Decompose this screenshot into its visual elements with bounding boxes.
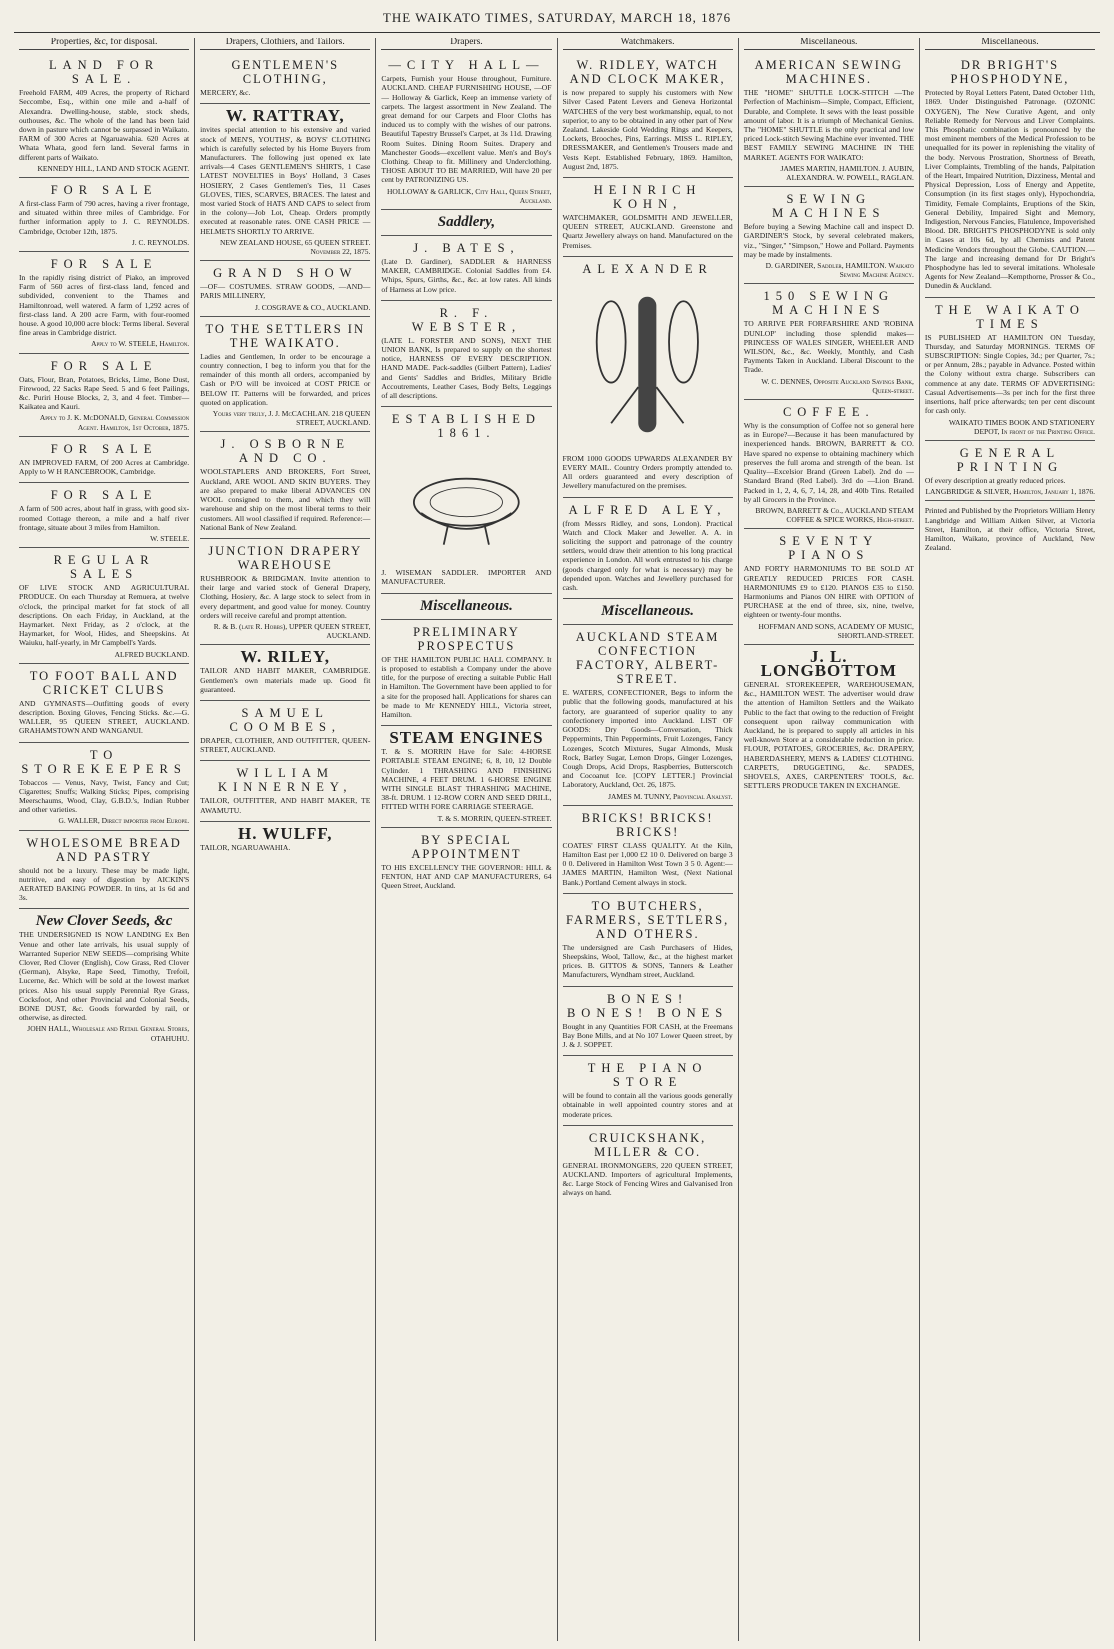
- column-5: [739, 38, 920, 1641]
- ad-signature: JAMES MARTIN, HAMILTON. J. AUBIN, ALEXANDRA. W. POWELL, RAGLAN.: [780, 163, 914, 183]
- ad-title: GRAND SHOW: [213, 266, 358, 281]
- ad-title: FOR SALE: [50, 488, 158, 503]
- ad-body: is now prepared to supply his customers with New Silver Cased Patent Levers and Geneva Horizontal WATCHES of the very best workmanship, equal, to not superior, to any to be obtained in any other part of New Zealand. Lakeside Gold Wedding Rings and Keepers, Lockets, Brooches, Pins, Earrings. MISS L. RIPLEY, DRESSMAKER, and Gentlemen's Trousers made and Vests Kept. Established February, 1869. Hamilton, August 2nd, 1875.: [562, 88, 733, 171]
- ad-body: Bought in any Quantities FOR CASH, at the Freemans Bay Bone Mills, and at No 107 Lower Queen street, by J. & J. SOPPET.: [562, 1021, 733, 1049]
- advertisement: [200, 53, 370, 104]
- ad-title: AUCKLAND STEAM CONFECTION FACTORY, ALBERT-STREET.: [575, 630, 720, 687]
- ad-body: Carpets, Furnish your House throughout, Furniture. AUCKLAND. CHEAP FURNISHING HOUSE, —OF— Holloway & Garlick, Keep an immense variety of carpets. The largest assortment in New Zealand. The great demand for our Carpets and Floor Cloths has induced us to comply with the wishes of our patrons. Beautiful Tapestry Brussel's Carpet, at 3s 11d. Drawing Room Suites. Dining Room Suites. Drapery and Manchester Goods—excellent value. Men's and Boy's Clothing. Cheap to fit. Millinery and Underclothing. THOSE ABOUT TO BE MARRIED, Will have 20 per cent by PATRONIZING US.: [381, 74, 552, 185]
- ad-title: W. RATTRAY,: [225, 106, 345, 126]
- ad-title: ALFRED ALEY,: [568, 502, 727, 517]
- ad-body: (Late D. Gardiner), SADDLER & HARNESS MAKER, CAMBRIDGE. Colonial Saddles from £4. Whips, Spurs, Girths, &c., &c. at low rates. All kinds of Harness at Low price.: [381, 257, 552, 294]
- ad-body: RUSHBROOK & BRIDGMAN. Invite attention to their large and varied stock of General Drapery, Clothing, Hosiery, &c. A large stock to select from in every department, and good value for money. Country orders will receive careful and prompt attention.: [200, 573, 371, 620]
- column-4: [558, 38, 739, 1641]
- advertisement: [563, 894, 733, 987]
- ad-title: J. BATES,: [413, 241, 520, 256]
- ad-title: WILLIAM KINNERNEY,: [218, 766, 353, 795]
- ad-title: LAND FOR SALE.: [49, 58, 160, 87]
- ad-title: THE PIANO STORE: [587, 1061, 708, 1090]
- ad-signature: WAIKATO TIMES BOOK AND STATIONERY DEPOT, In front of the Printing Office.: [948, 417, 1096, 436]
- advertisement: [381, 828, 551, 897]
- column-heading: Miscellaneous.: [925, 38, 1095, 50]
- ad-body: OF THE HAMILTON PUBLIC HALL COMPANY. It is proposed to establish a Company under the above title, for the purpose of erecting a suitable Public Hall in Hamilton. The Government have been applied to for a site for the proposed hall. Applications for shares can be made to Mr KENNEDY HILL, Victoria street, Hamilton.: [381, 654, 552, 719]
- ad-body: Ladies and Gentlemen, In order to be encourage a country connection, I beg to inform you that for the remainder of this month all orders, accompanied by Cash or P/O will be invoiced at COST PRICE or BELOW IT. Patterns will be forwarded, and prices quoted on application.: [200, 351, 371, 407]
- ad-body: IS PUBLISHED AT HAMILTON ON Tuesday, Thursday, and Saturday MORNINGS. TERMS OF SUBSCRIPTION: Single Copies, 3d.; per Quarter, 7s.; or per Annum, 28s.; payable in Advance. Posted within the Colony without extra charge. Subscribers can commence at any date. TERMS OF ADVERTISING: Casual Advertisements—3s per inch for the first three insertions, half price afterwards; ten per cent discount for cash only.: [924, 332, 1096, 416]
- advertisement: [381, 210, 551, 236]
- ad-title: CRUICKSHANK, MILLER & CO.: [588, 1130, 707, 1159]
- advertisement: [744, 187, 914, 284]
- advertisement: [19, 178, 189, 252]
- ad-body: THE "HOME" SHUTTLE LOCK-STITCH —The Perfection of Machinism—Simple, Compact, Efficient, Durable, and Complete. It sews with the least possible amount of labor. It is a triumph of Mechanical Genius. The "HOME" SHUTTLE is the only practical and low priced Lock-stitch Sewing Machine ever invented. THE BEST FAMILY SEWING MACHINE IN THE MARKET. AGENTS FOR WAIKATO:: [743, 88, 914, 162]
- advertisement: [563, 625, 733, 805]
- advertisement: [200, 761, 370, 821]
- advertisement: [744, 53, 914, 187]
- ad-body: TAILOR, NGARUAWAHIA.: [200, 842, 291, 852]
- ad-body: T. & S. MORRIN Have for Sale: 4-HORSE PORTABLE STEAM ENGINE; 6, 8, 10, 12 Double Cylinder. 1 THRASHING AND FINISHING MACHINE, 4 FEET DRUM. 1 6-HORSE ENGINE WITH SINGLE BLAST THRASHING MACHINE, 38-ft. DRUM. 1 12-ROW CORN AND SEED DRILL, FITTED WITH FORE CARRIAGE STEERAGE.: [381, 747, 552, 812]
- ad-body: OF LIVE STOCK AND AGRICULTURAL PRODUCE. On each Thursday at Remuera, at twelve o'clock, the principal market for fat stock of all descriptions. On each Friday, in Auckland, at the Haymarket. Next Friday, as 2 o'clock, at the Haymarket, for Wool, Hides, and Sheepskins. At Waiuku, half-yearly, in Mr Campbell's Yards.: [19, 583, 190, 648]
- ad-body: (from Messrs Ridley, and sons, London). Practical Watch and Clock Maker and Jeweller. A. A. in soliciting the support and patronage of the country settlers, would draw their attention to his long practical experience in London. All work entrusted to his charge (goods charged only for what is necessary) may be depended upon. Watches and Jewellery purchased for cash.: [562, 518, 733, 593]
- ad-body: COATES' FIRST CLASS QUALITY. At the Kiln, Hamilton East per 1,000 £2 10 0. Delivered on barge 3 0 0. Delivered in Hamilton West Town 3 5 0. Agent:—JAMES MARTIN, Hamilton West, (Next National Bank.) Portland Cement always in stock.: [562, 840, 733, 887]
- advertisement: [200, 822, 370, 858]
- advertisement: [381, 301, 551, 407]
- column-3: [376, 38, 557, 1641]
- ad-body: TAILOR AND HABIT MAKER, CAMBRIDGE. Gentlemen's own materials made up. Good fit guaranteed.: [200, 666, 371, 694]
- ad-title: WHOLESOME BREAD AND PASTRY: [26, 835, 182, 864]
- ad-title: JUNCTION DRAPERY WAREHOUSE: [208, 543, 363, 572]
- ad-body: Oats, Flour, Bran, Potatoes, Bricks, Lime, Bone Dust, Firewood, 22 Sacks Rape Seed. 5 and 6 feet Pailings, &c. Puriri House Blocks, 2, 3, and 4 feet. Timber—Kaikatea and Kauri.: [19, 374, 190, 412]
- advertisement: [381, 407, 551, 593]
- ad-title: SEWING MACHINES: [772, 192, 886, 221]
- ad-body: AND FORTY HARMONIUMS TO BE SOLD AT GREATLY REDUCED PRICES FOR CASH. HARMONIUMS £9 to £120. PIANOS £35 to £150. Harmoniums and Pianos ON HIRE with OPTION of PURCHASE at the end of three, six, nine, twelve, eighteen or twenty-four months.: [743, 564, 914, 620]
- column-heading: Miscellaneous.: [744, 38, 914, 50]
- ad-title: TO FOOT BALL AND CRICKET CLUBS: [29, 668, 179, 697]
- ad-body: DRAPER, CLOTHIER, AND OUTFITTER, QUEEN-STREET, AUCKLAND.: [200, 735, 371, 755]
- ad-body: AN IMPROVED FARM, Of 200 Acres at Cambridge. Apply to W H RANCEBROOK, Cambridge.: [19, 457, 190, 477]
- advertisement: [563, 178, 733, 257]
- advertisement: [925, 53, 1095, 297]
- ad-body: invites special attention to his extensive and varied stock of MEN'S, YOUTHS', & BOYS' CLOTHING which is carefully selected by his Home Buyers from Manufacturers. The following just opened ex late arrivals—4 Cases GENTLEMEN'S SHIRTS, 1 Case LATEST NOVELTIES in Boys' Holland, 3 Cases HOSIERY, 2 Cases Gentlemen's Ties, 11 Cases GLOVES, TIES, SCARVES, BRACES. The latest and most varied Stock of HATS AND CAPS to select from in the colony—Job Lot, Cheap. Orders promptly executed at reasonable rates. ONE CASH PRICE — HELMETS SHORTLY TO ARRIVE.: [200, 125, 371, 236]
- column-6: [920, 38, 1100, 1641]
- ad-title: BRICKS! BRICKS! BRICKS!: [581, 810, 714, 839]
- ad-signature: Apply to J. K. McDONALD, General Commission Agent. Hamilton, 1st October, 1875.: [39, 413, 190, 432]
- advertisement: [19, 437, 189, 483]
- ad-signature: ALFRED BUCKLAND.: [114, 649, 190, 659]
- advertisement: [563, 257, 733, 498]
- ad-title: BY SPECIAL APPOINTMENT: [411, 832, 522, 861]
- ad-title: J. L. LONGBOTTOM: [760, 646, 897, 680]
- ad-title: W. RIDLEY, WATCH AND CLOCK MAKER,: [569, 58, 726, 87]
- advertisement: [563, 806, 733, 894]
- ad-body: should not be a luxury. These may be made light, nutritive, and easy of digestion by AICKIN'S AERATED BAKING POWDER. In tins, at 1s 6d and 3s.: [19, 865, 190, 903]
- ad-title: Saddlery,: [437, 214, 496, 231]
- knife-illustration: [575, 280, 720, 450]
- ad-signature: LANGBRIDGE & SILVER, Hamilton, January 1, 1876.: [925, 487, 1096, 497]
- ad-title: FOR SALE: [50, 257, 158, 272]
- ad-signature: W. C. DENNES, Opposite Auckland Savings Bank, Queen-street.: [761, 376, 914, 395]
- ad-signature: HOLLOWAY & GARLICK, City Hall, Queen Street, Auckland.: [387, 186, 552, 205]
- ad-title: GENERAL PRINTING: [956, 445, 1064, 474]
- ad-title: FOR SALE: [50, 441, 158, 456]
- ad-title: SAMUEL COOMBES,: [229, 705, 342, 734]
- ad-body: TO ARRIVE PER FORFARSHIRE AND 'ROBINA DUNLOP' including those splendid makes— PRINCESS OF WALES SINGER, WHEELER AND WILSON, &c., &c. Weekly, Monthly, and Cash Payments Taken in Auckland. Liberal Discount to the Trade.: [743, 319, 914, 375]
- ad-title: TO BUTCHERS, FARMERS, SETTLERS, AND OTHERS.: [565, 898, 730, 941]
- advertisement: [925, 441, 1095, 501]
- ad-title: ESTABLISHED 1861.: [391, 412, 541, 441]
- ad-body: THE UNDERSIGNED IS NOW LANDING Ex Ben Venue and other late arrivals, his usual supply of Warranted Superior NEW SEEDS—comprising White Clover, Red Clover (English), Cow Grass, Red Clover (German), Alsyke, Rape Seed, Timothy, Trefoil, Lucerne, &c. Which will be sold at the lowest market prices. Also his usual supply Perennial Rye Grass, Cocksfoot, And other Provincial and Colonial Seeds, BONE DUST, &c. Goods forwarded by rail, or otherwise, as directed.: [19, 930, 190, 1023]
- column-heading: Properties, &c, for disposal.: [19, 38, 189, 50]
- advertisement: [381, 236, 551, 301]
- ad-body: FROM 1000 GOODS UPWARDS ALEXANDER BY EVERY MAIL. Country Orders promptly attended to. All orders guaranteed and every description of Jewellery manufactured on the premises.: [562, 453, 733, 491]
- advertisement: [19, 354, 189, 437]
- advertisement: [200, 539, 370, 645]
- advertisement: [925, 298, 1095, 441]
- ad-body: Tobaccos — Venus, Navy, Twist, Fancy and Cut; Cigarettes; Snuffs; Walking Sticks; Pipes, comprising Meerschaums, Wood, Clay, G.B.D.'s, Indian Rubber and other varieties.: [19, 777, 190, 815]
- ad-body: Protected by Royal Letters Patent, Dated October 11th, 1869. Under Distinguished Patronage. (OZONIC OXYGEN), The New Curative Agent, and only Reliable Remedy for Nervous and Liver Complaints. This Phosphatic combination is pronounced by the most eminent members of the Medical Profession to be unequalled for its power in replenishing the vitality of the body. Nervous Prostration, Shortness of Breath, Liver Complaints, Trembling of the hands, Palpitation of the Heart, Impaired Nutrition, Dizziness, Mental and Physical Depression, Loss of Energy and Appetite, Consumption (in its first stages only), Hypochondria, Timidity, Female Complaints, Eruptions of the Skin, General Debility, Impaired Sight and Memory, Indigestion, Nervous Fancies, Flatulence, Impoverished Blood. DR. BRIGHT'S PHOSPHODYNE is sold only in Cases at 10s 6d, by all Chemists and Patent Medicine Vendors throughout the Globe. CAUTION.—The large and increasing demand for Dr Bright's Phosphodyne has led to several imitations. Wholesale Agents for New Zealand—Kempthorne, Prosser & Co., Dunedin & Auckland.: [924, 88, 1096, 291]
- ad-signature: J. C. REYNOLDS.: [131, 237, 190, 247]
- ad-body: E. WATERS, CONFECTIONER, Begs to inform the public that the following goods, manufactured at his factory, are guaranteed of superior quality to any confectionery imported into Auckland. LIST OF GOODS: Dry Goods—Conversation, Thick Peppermints, Thin Peppermints, Fruit Lozenges, Fancy Lozenges, Scotch Mixtures, Sugar Almonds, Musk Rock, Barley Sugar, Lemon Drops, Ginger Lozenges, Cough Drops, Acid Drops, Raspberries, Butterscotch and Cocoanut Ice. [COPY LETTER.] Provincial Laboratory, Auckland, Oct. 26, 1875.: [562, 688, 733, 790]
- ad-signature: W. STEELE.: [150, 533, 190, 543]
- ad-body: TO HIS EXCELLENCY THE GOVERNOR: HILL & FENTON, HAT AND CAP MANUFACTURERS, 64 Queen Street, Auckland.: [381, 862, 552, 891]
- ad-title: STEAM ENGINES: [389, 728, 544, 748]
- ad-title: THE WAIKATO TIMES: [934, 302, 1085, 331]
- advertisement: [744, 645, 914, 796]
- ad-body: Of every description at greatly reduced prices.: [924, 475, 1066, 485]
- ad-title: New Clover Seeds, &c: [35, 913, 173, 930]
- advertisement: [19, 743, 189, 831]
- columns-container: [14, 38, 1100, 1641]
- ad-body: Before buying a Sewing Machine call and inspect D. GARDINER'S Stock, by several celebrated makers, viz., "Singer," "Simpson," Howe and Pollard. Payments may be made by instalments.: [743, 222, 914, 259]
- ad-body: Why is the consumption of Coffee not so general here as in Europe?—Because it has been manufactured by inexperienced hands. BROWN, BARRETT & CO. Have spared no expense to obtaining machinery which preserves the full aroma and strength of the bean. 1st Quality—Excelsior Brand (Green Label). 2nd do —Standard Brand (Red Label). 3rd do —Lion Brand. Packed in 1, 2, 4, 6, 7, 14, 28, and 40lb Tins. Retailed by all Grocers in the Province.: [743, 421, 914, 504]
- advertisement: [381, 594, 551, 620]
- ad-title: COFFEE.: [782, 405, 875, 420]
- ad-title: ALEXANDER: [582, 261, 713, 276]
- ad-title: Miscellaneous.: [419, 597, 513, 614]
- ad-title: R. F. WEBSTER,: [411, 305, 522, 334]
- ad-signature: JOHN HALL, Wholesale and Retail General Stores, OTAHUHU.: [27, 1024, 190, 1043]
- ad-title: FOR SALE: [50, 358, 158, 373]
- ad-body: (LATE L. FORSTER AND SONS), NEXT THE UNION BANK, Is prepared to supply on the shortest notice, HARNESS OF EVERY DESCRIPTION. HAND MADE. Pack-saddles (Gilbert Pattern), Ladies' and Gents' Saddles and Bridles, Military Bridle Accoutrements, Leather Cases, Body Belts, Leggings of all descriptions.: [381, 335, 552, 401]
- advertisement: [563, 1056, 733, 1126]
- advertisement: [744, 529, 914, 645]
- column-2: [195, 38, 376, 1641]
- column-1: [14, 38, 195, 1641]
- ad-title: BONES! BONES! BONES: [566, 991, 729, 1020]
- column-heading: Drapers.: [381, 38, 551, 50]
- advertisement: [19, 483, 189, 548]
- ad-signature: T. & S. MORRIN, QUEEN-STREET.: [437, 813, 552, 823]
- ad-title: Miscellaneous.: [601, 603, 695, 620]
- ad-signature: R. & B. (late R. Hobbs), UPPER QUEEN STREET, AUCKLAND.: [213, 621, 371, 641]
- ad-body: AND GYMNASTS—Outfitting goods of every description. Boxing Gloves, Fencing Sticks. &c.—G. WALLER, 95 QUEEN STREET, AUCKLAND. GRAHAMSTOWN AND WANGANUI.: [19, 698, 190, 736]
- ad-title: HEINRICH KOHN,: [593, 183, 702, 212]
- ad-body: Printed and Published by the Proprietors William Henry Langbridge and William Aitken Silver, at Victoria Street, Hamilton, at their office, Victoria Street, Hamilton, Waikato, province of Auckland, New Zealand.: [924, 506, 1096, 553]
- advertisement: [200, 432, 370, 538]
- ad-title: H. WULFF,: [238, 823, 333, 843]
- advertisement: [19, 909, 189, 1046]
- advertisement: [200, 104, 370, 261]
- masthead: THE WAIKATO TIMES, SATURDAY, MARCH 18, 1876: [382, 10, 732, 25]
- advertisement: [563, 987, 733, 1057]
- ad-signature: HOFFMAN AND SONS, ACADEMY OF MUSIC, SHORTLAND-STREET.: [758, 621, 914, 640]
- ad-body: Freehold FARM, 409 Acres, the property of Richard Seccombe, Esq., within one mile and a-half of Alexandra. Dwelling-house, stable, stock sheds, outhouses, &c. The whole of the land has been laid down in pasture which cannot be surpassed in Waikato. FARM of 300 Acres at Ngaruawahia. 620 Acres at Whata Whata, good fern land. Several farms in different parts of Waikato.: [19, 88, 190, 162]
- ad-body: TAILOR, OUTFITTER, AND HABIT MAKER, TE AWAMUTU.: [200, 796, 371, 815]
- advertisement: [200, 261, 370, 317]
- ad-signature: J. COSGRAVE & CO., AUCKLAND.: [255, 302, 371, 312]
- ad-body: The undersigned are Cash Purchasers of Hides, Sheepskins, Wool, Tallow, &c., at the highest market prices. B. GITTOS & SONS, Tanners & Leather Manufacturers, Wyndham street, Auckland.: [562, 942, 733, 980]
- ad-signature: Yours very truly, J. J. McCACHLAN. 218 QUEEN STREET, AUCKLAND.: [212, 409, 371, 428]
- ad-title: REGULAR SALES: [53, 553, 155, 582]
- ad-body: will be found to contain all the various goods generally obtainable in well appointed country stores and at moderate prices.: [562, 1091, 733, 1119]
- ad-body: A farm of 500 acres, about half in grass, with good six-roomed Cottage thereon, a mile and a half river frontage, situate about 3 miles from Hamilton.: [19, 504, 190, 532]
- ad-signature: Apply to W. STEELE, Hamilton.: [91, 339, 190, 349]
- ad-title: FOR SALE: [50, 183, 158, 198]
- advertisement: [563, 53, 733, 178]
- ad-signature: BROWN, BARRETT & Co., AUCKLAND STEAM COFFEE & SPICE WORKS, High-street.: [755, 505, 914, 525]
- advertisement: [563, 599, 733, 625]
- column-heading: Watchmakers.: [563, 38, 733, 50]
- ad-title: 150 SEWING MACHINES: [763, 289, 895, 318]
- ad-body: WATCHMAKER, GOLDSMITH AND JEWELLER, QUEEN STREET, AUCKLAND. Greenstone and Quartz Jewellery always on hand. Manufactured on the Premises.: [562, 213, 733, 250]
- ad-body: MERCERY, &c.: [200, 88, 251, 98]
- advertisement: [19, 664, 189, 743]
- ad-signature: G. WALLER, Direct importer from Europe.: [58, 816, 190, 826]
- advertisement: [19, 53, 189, 178]
- ad-signature: JAMES M. TUNNY, Provincial Analyst.: [608, 791, 733, 801]
- column-heading: Drapers, Clothiers, and Tailors.: [200, 38, 370, 50]
- masthead-rule: [14, 32, 1100, 33]
- ad-body: A first-class Farm of 790 acres, having a river frontage, and situated within three miles of Cambridge. For further information apply to J. C. REYNOLDS. Cambridge, October 12th, 1875.: [19, 199, 190, 236]
- ad-body: In the rapidly rising district of Piako, an improved Farm of 560 acres of first-class land, fenced and subdivided, convenient to the Thames and Hamiltonroad, well watered. A farm of 1,292 acres of first-class land. A 200 acre Farm, with four-roomed house. A good 10,000 acre block: Terms liberal. Several fine areas in Cambridge district.: [19, 273, 190, 338]
- advertisement: [381, 726, 551, 828]
- advertisement: [19, 252, 189, 354]
- advertisement: [744, 400, 914, 529]
- ad-body: J. WISEMAN SADDLER. IMPORTER AND MANUFACTURER.: [381, 568, 552, 587]
- advertisement: [200, 645, 370, 701]
- ad-body: GENERAL STOREKEEPER, WAREHOUSEMAN, &c., HAMILTON WEST. The advertiser would draw the attention of Hamilton Settlers and the Waikato Public to the fact that owing to the reduction of Freight consequent upon railway communication with Auckland, he is prepared to supply all articles in his well-known Store at a considerable reduction in price. FLOUR, POTATOES, GROCERIES, &c. DRAPERY, HABERDASHERY, MEN'S & LADIES' CLOTHING. CARPETS, DRUGGETING, &c. SPADES, SHOVELS, AXES, CARPENTERS' TOOLS, &c. SETTLERS PRODUCE TAKEN IN EXCHANGE.: [743, 679, 914, 791]
- ad-title: GENTLEMEN'S CLOTHING,: [231, 58, 340, 87]
- ad-body: GENERAL IRONMONGERS, 220 QUEEN STREET, AUCKLAND. Importers of agricultural Implements, &c. Large Stock of Fencing Wires and Galvanised Iron always on hand.: [562, 1160, 733, 1198]
- ad-body: —OF— COSTUMES. STRAW GOODS, —AND— PARIS MILLINERY,: [200, 282, 371, 301]
- advertisement: [563, 498, 733, 600]
- advertisement: [200, 701, 370, 761]
- advertisement: [925, 501, 1095, 558]
- ad-title: AMERICAN SEWING MACHINES.: [754, 58, 903, 87]
- advertisement: [19, 548, 189, 664]
- ad-title: —CITY HALL—: [388, 58, 545, 73]
- ad-signature: KENNEDY HILL, LAND AND STOCK AGENT.: [37, 163, 190, 173]
- ad-title: J. OSBORNE AND CO.: [220, 437, 350, 466]
- ad-title: SEVENTY PIANOS: [779, 534, 879, 563]
- ad-title: PRELIMINARY PROSPECTUS: [413, 624, 520, 653]
- ad-title: TO THE SETTLERS IN THE WAIKATO.: [205, 321, 365, 350]
- saddle-illustration: [394, 444, 539, 564]
- advertisement: [200, 317, 370, 433]
- ad-signature: NEW ZEALAND HOUSE, 65 QUEEN STREET. November 22, 1875.: [220, 237, 371, 257]
- advertisement: [381, 53, 551, 210]
- ad-title: W. RILEY,: [240, 647, 330, 667]
- advertisement: [563, 1126, 733, 1204]
- advertisement: [381, 620, 551, 726]
- ad-body: WOOLSTAPLERS AND BROKERS, Fort Street, Auckland, ARE WOOL AND SKIN BUYERS. They are also prepared to make liberal ADVANCES ON WOOL consigned to them, and which they will warehouse and ship on the most liberal terms to their customers. All wool classified if required. Reference:—National Bank of New Zealand.: [200, 467, 371, 532]
- ad-signature: D. GARDINER, Saddler, HAMILTON. Waikato Sewing Machine Agency.: [765, 261, 914, 280]
- ad-title: DR BRIGHT'S PHOSPHODYNE,: [950, 58, 1070, 87]
- advertisement: [744, 284, 914, 400]
- advertisement: [19, 831, 189, 910]
- ad-title: TO STOREKEEPERS: [21, 747, 187, 776]
